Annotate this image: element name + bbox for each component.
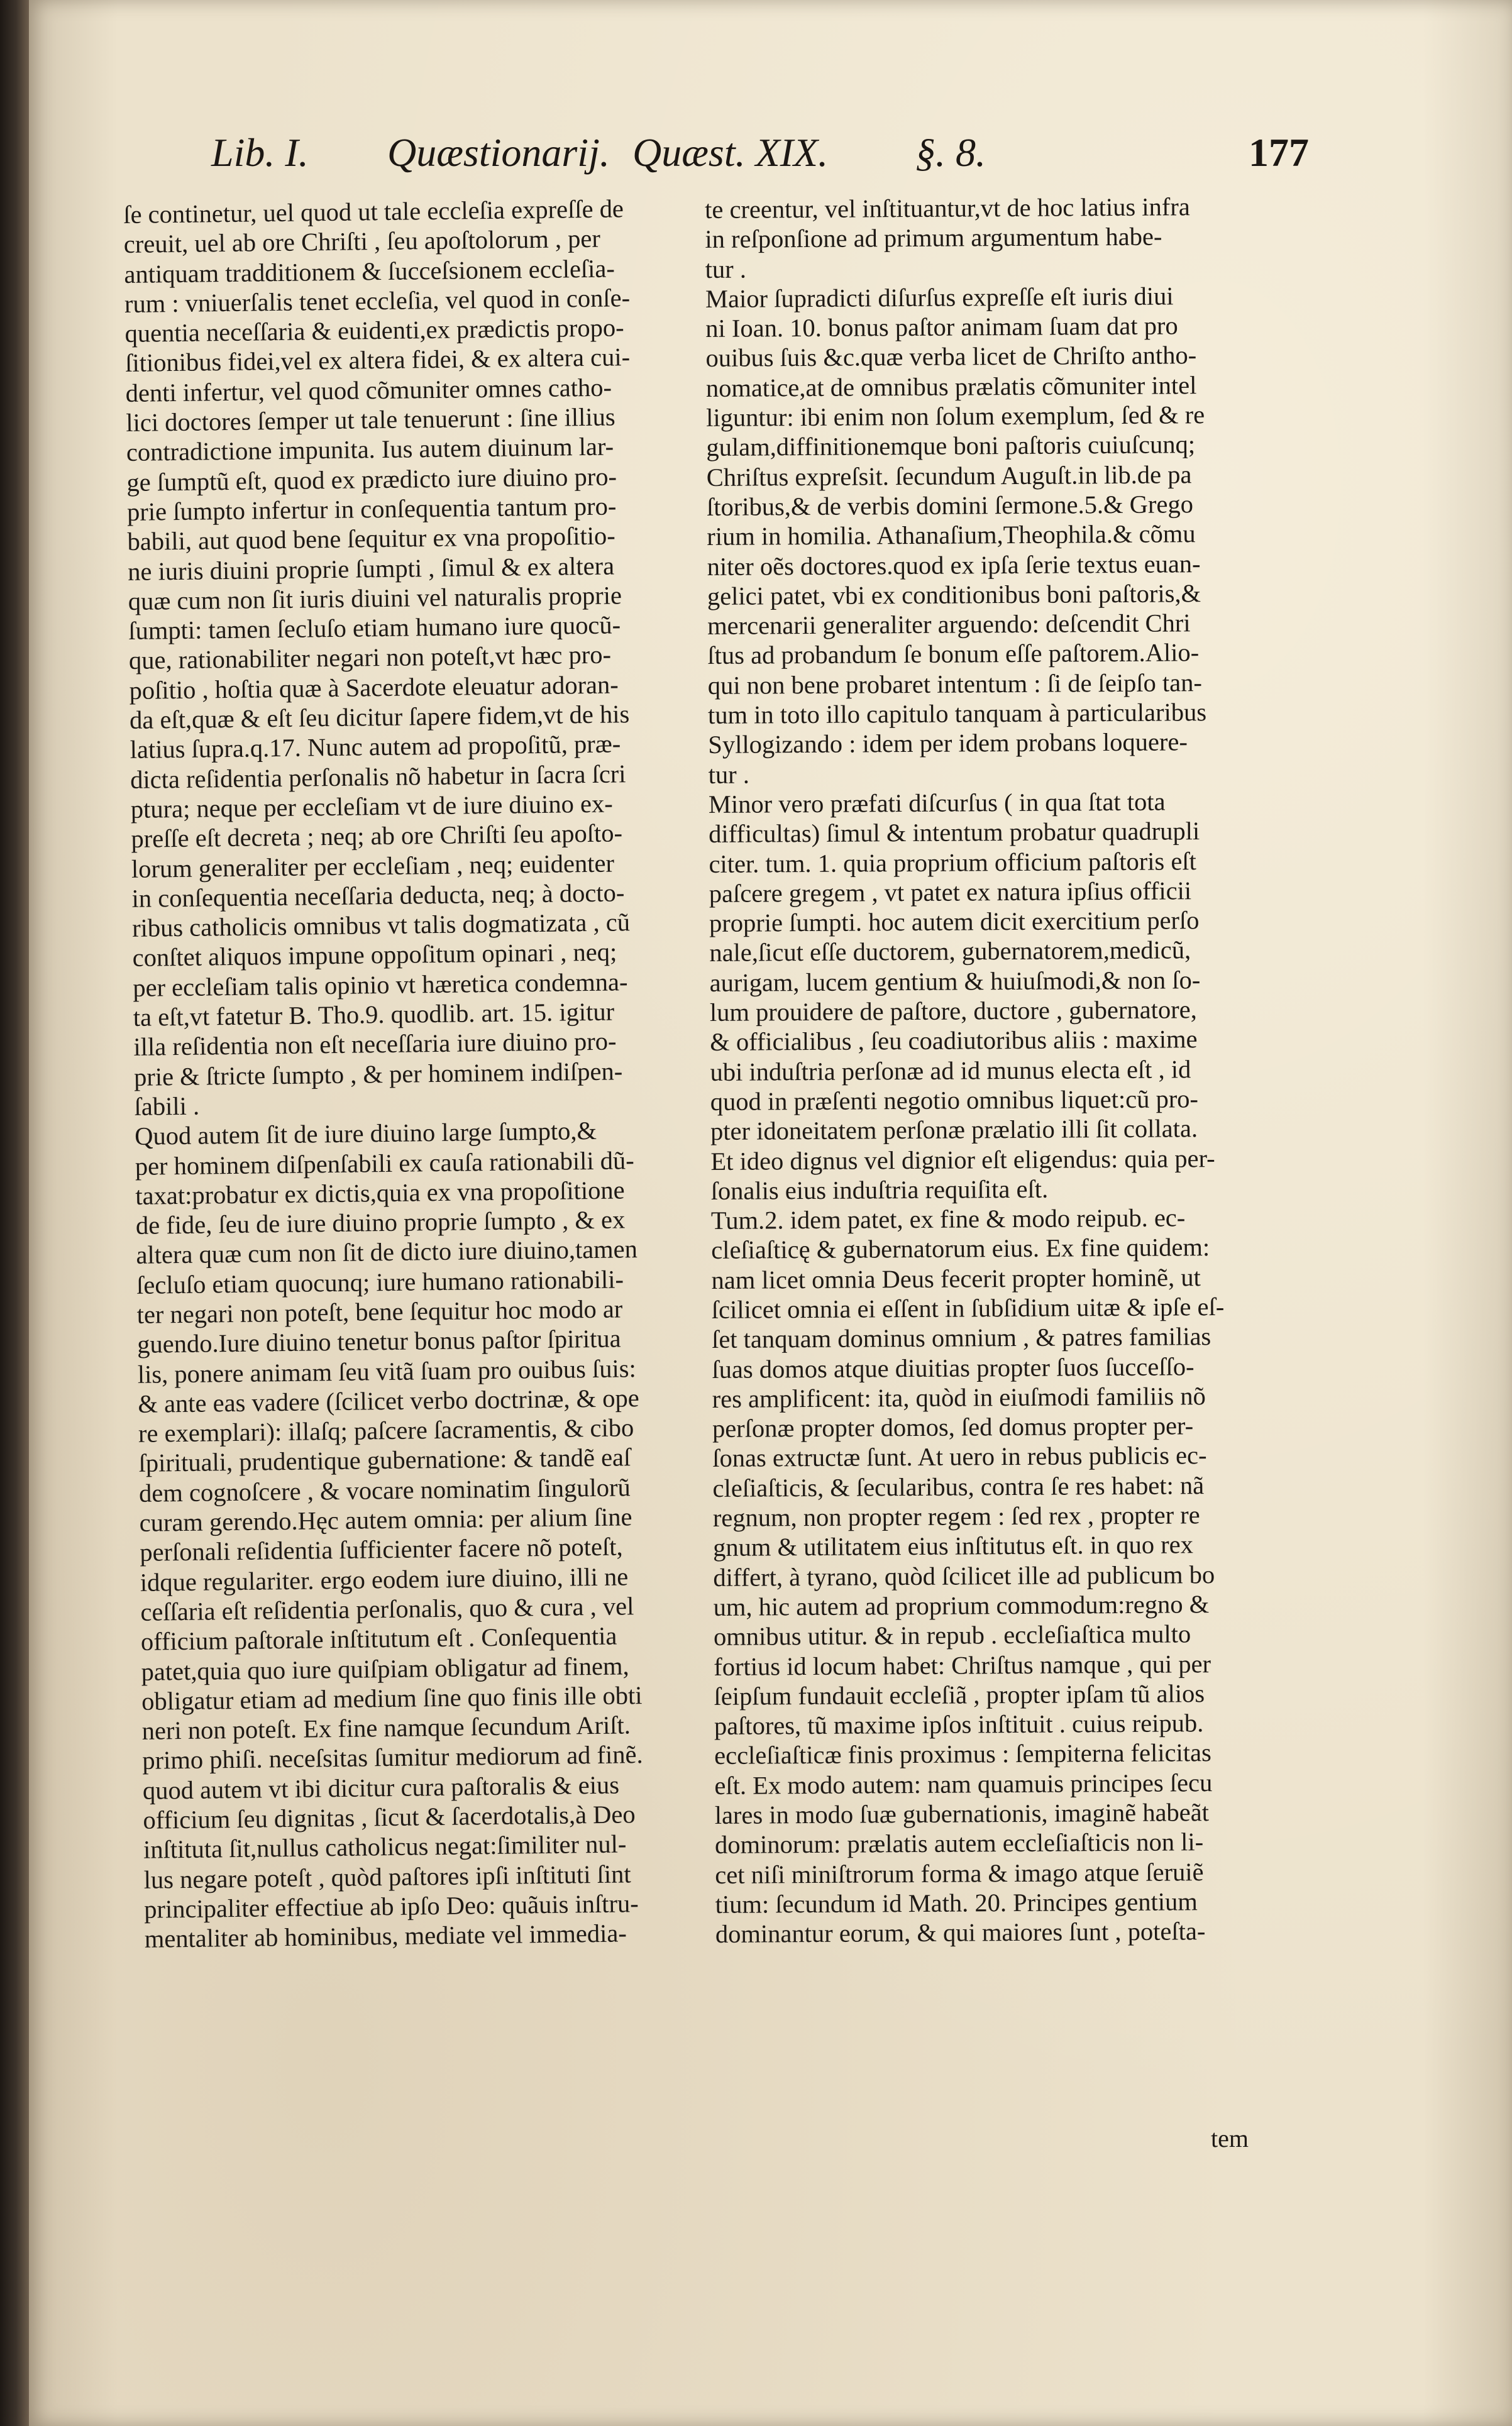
text-line: paſcere gregem , vt patet ex natura ipſius officii <box>709 876 1192 908</box>
text-line: babili, aut quod bene ſequitur ex vna propoſitio- <box>127 521 615 556</box>
text-line: ſuas domos atque diuitias propter ſuos ſucceſſo- <box>712 1352 1195 1384</box>
text-line: gelici patet, vbi ex conditionibus boni paſtoris,& <box>707 579 1201 610</box>
text-line: lis, ponere animam ſeu vitã ſuam pro ouibus ſuis: <box>137 1354 637 1389</box>
text-line: re exemplari): illaſq; paſcere ſacramentis, & cibo <box>138 1413 634 1448</box>
text-line: latius ſupra.q.17. Nunc autem ad propoſitũ, præ- <box>130 729 621 764</box>
text-line: regnum, non propter regem : ſed rex , propter re <box>712 1501 1200 1533</box>
text-line: inſtituta ſit,nullus catholicus negat:ſimiliter nul- <box>143 1829 627 1865</box>
text-line: in reſponſione ad primum argumentum habe- <box>705 222 1162 254</box>
page-number: 177 <box>1249 130 1309 175</box>
text-line: ni Ioan. 10. bonus paſtor animam ſuam dat pro <box>705 311 1178 343</box>
header-section-number: §. 8. <box>915 130 986 175</box>
text-line: cleſiaſticis, & ſecularibus, contra ſe res habet: nã <box>712 1470 1205 1502</box>
text-line: Syllogizando : idem per idem probans loquere- <box>708 727 1188 759</box>
text-line: um, hic autem ad proprium commodum:regno & <box>713 1590 1210 1621</box>
text-line: per eccleſiam talis opinio vt hæretica condemna- <box>133 968 628 1002</box>
text-line: illa reſidentia non eſt neceſſaria iure diuino pro- <box>133 1027 617 1062</box>
book-binding-edge <box>0 0 29 2426</box>
text-line: ubi induſtria perſonæ ad id munus electa eſt , id <box>710 1054 1191 1086</box>
text-line: lus negare poteſt , quòd paſtores ipſi inſtituti ſint <box>143 1859 631 1894</box>
text-line: Tum.2. idem patet, ex fine & modo reipub. ec- <box>710 1203 1186 1235</box>
text-line: aurigam, lucem gentium & huiuſmodi,& non ſo- <box>709 965 1201 997</box>
text-line: ſe continetur, uel quod ut tale eccleſia expreſſe de <box>123 194 624 229</box>
book-page <box>29 0 1512 2426</box>
text-line: ouibus ſuis &c.quæ verba licet de Chriſto antho- <box>705 341 1197 373</box>
text-line: lorum generaliter per eccleſiam , neq; euidenter <box>131 849 615 883</box>
running-header <box>211 124 1337 181</box>
text-line: neri non poteſt. Ex fine namque ſecundum Ariſt. <box>141 1711 631 1745</box>
text-line: tur . <box>708 760 750 789</box>
text-line: conſtet aliquos impune oppoſitum opinari , neq; <box>132 937 617 973</box>
text-line: dem cognoſcere , & vocare nominatim ſingulorũ <box>138 1473 631 1508</box>
text-line: obligatur etiam ad medium ſine quo finis ille obti <box>141 1680 643 1716</box>
text-line: Minor vero præfati diſcurſus ( in qua ſtat tota <box>708 787 1166 819</box>
text-line: preſſe eſt decreta ; neq; ab ore Chriſti ſeu apoſto- <box>131 819 623 854</box>
text-line: Chriſtus expreſsit. ſecundum Auguſt.in lib.de pa <box>706 460 1192 492</box>
catchword: tem <box>1211 2124 1249 2153</box>
text-line: ſcilicet omnia ei eſſent in ſubſidium uitæ & ipſe eſ- <box>711 1292 1225 1324</box>
text-line: Et ideo dignus vel dignior eſt eligendus: quia per- <box>710 1144 1215 1176</box>
text-line: cleſiaſticę & gubernatorum eius. Ex fine quidem: <box>711 1233 1210 1265</box>
text-line: poſitio , hoſtia quæ à Sacerdote eleuatur adoran- <box>129 670 619 705</box>
text-line: ſpirituali, prudentique gubernatione: & tandẽ eaſ <box>138 1443 631 1478</box>
text-line: quæ cum non ſit iuris diuini vel naturalis proprie <box>128 581 622 615</box>
text-line: tum in toto illo capitulo tanquam à particularibus <box>707 698 1207 730</box>
text-line: prie ſumpto infertur in conſequentia tantum pro- <box>126 492 617 526</box>
text-line: que, rationabiliter negari non poteſt,vt hæc pro- <box>128 641 612 675</box>
text-line: eccleſiaſticæ finis proximus : ſempiterna felicitas <box>714 1738 1211 1770</box>
text-line: ſabili . <box>134 1091 200 1121</box>
text-line: dominorum: prælatis autem eccleſiaſticis non li- <box>714 1828 1204 1860</box>
text-line: da eſt,quæ & eſt ſeu dicitur ſapere fidem,vt de his <box>129 700 630 734</box>
text-line: difficultas) ſimul & intentum probatur quadrupli <box>709 817 1200 849</box>
text-line: lici doctores ſemper ut tale tenuerunt : ſine illius <box>126 402 615 438</box>
text-line: altera quæ cum non ſit de dicto iure diuino,tamen <box>136 1235 638 1270</box>
text-line: nomatice,at de omnibus prælatis cõmuniter intel <box>705 371 1197 402</box>
text-line: lum prouidere de paſtore, ductore , gubernatore, <box>709 995 1197 1027</box>
text-line: tur . <box>705 255 747 284</box>
text-line: lares in modo ſuæ gubernationis, imaginẽ habeãt <box>714 1798 1210 1829</box>
text-line: Maior ſupradicti diſurſus expreſſe eſt iuris diui <box>705 282 1174 313</box>
text-line: contradictione impunita. Ius autem diuinum lar- <box>126 432 614 467</box>
text-line: taxat:probatur ex dictis,quia ex vna propoſitione <box>135 1176 625 1210</box>
text-line: niter oẽs doctores.quod ex ipſa ſerie textus euan- <box>707 549 1201 581</box>
text-line: ceſſaria eſt reſidentia perſonalis, quo & cura , vel <box>140 1592 634 1626</box>
text-line: citer. tum. 1. quia proprium officium paſtoris eſt <box>709 846 1196 878</box>
text-line: officium ſeu dignitas , ſicut & ſacerdotalis,à Deo <box>143 1800 636 1834</box>
text-line: ge ſumptũ eſt, quod ex prædicto iure diuino pro- <box>126 462 617 497</box>
text-line: ſtoribus,& de verbis domini ſermone.5.& Grego <box>706 490 1194 521</box>
left-text-column <box>123 193 698 1954</box>
text-line: omnibus utitur. & in repub . eccleſiaſtica multo <box>713 1619 1191 1651</box>
header-work-title: Quæstionarij. <box>387 130 610 175</box>
text-line: ne iuris diuini proprie ſumpti , ſimul & ex altera <box>127 551 615 586</box>
text-line: ptura; neque per eccleſiam vt de iure diuino ex- <box>130 789 613 824</box>
text-line: gnum & utilitatem eius inſtitutus eſt. in quo rex <box>713 1530 1194 1562</box>
text-line: nale,ſicut eſſe ductorem, gubernatorem,medicũ, <box>709 935 1191 968</box>
text-line: res amplificent: ita, quòd in eiuſmodi familiis nõ <box>712 1382 1206 1413</box>
text-line: tium: ſecundum id Math. 20. Principes gentium <box>715 1887 1198 1919</box>
text-line: gulam,diffinitionemque boni paſtoris cuiuſcunq; <box>706 430 1196 462</box>
text-line: liguntur: ibi enim non ſolum exemplum, ſed & re <box>706 400 1205 433</box>
text-line: ribus catholicis omnibus vt talis dogmatizata , cũ <box>131 908 631 943</box>
text-line: patet,quia quo iure quiſpiam obligatur ad finem, <box>141 1651 629 1686</box>
text-line: & officialibus , ſeu coadiutoribus aliis : maxime <box>710 1025 1198 1057</box>
header-book-number: Lib. I. <box>211 130 309 175</box>
text-line: ſet tanquam dominus omnium , & patres familias <box>711 1322 1211 1354</box>
text-line: dicta reſidentia perſonalis nõ habetur in ſacra ſcri <box>130 759 626 794</box>
text-line: ſtus ad probandum ſe bonum eſſe paſtorem.Alio- <box>707 638 1200 670</box>
text-line: ter negari non poteſt, bene ſequitur hoc modo ar <box>136 1294 623 1329</box>
text-line: rum : vniuerſalis tenet eccleſia, vel quod in conſe- <box>124 284 631 318</box>
text-line: eſt. Ex modo autem: nam quamuis principes ſecu <box>714 1768 1213 1800</box>
text-line: perſonæ propter domos, ſed domus propter per- <box>712 1411 1194 1443</box>
text-line: ta eſt,vt fatetur B. Tho.9. quodlib. art. 15. igitur <box>133 997 615 1032</box>
header-question-number: Quæst. XIX. <box>632 130 829 175</box>
text-line: & ante eas vadere (ſcilicet verbo doctrinæ, & ope <box>138 1383 639 1418</box>
text-line: per hominem diſpenſabili ex cauſa rationabili dũ- <box>135 1145 635 1181</box>
text-line: pter idoneitatem perſonæ prælatio illi ſit collata. <box>710 1114 1198 1146</box>
text-line: quod autem vt ibi dicitur cura paſtoralis & eius <box>142 1770 620 1805</box>
text-line: ſonalis eius induſtria requiſita eſt. <box>710 1174 1049 1205</box>
text-line: differt, à tyrano, quòd ſcilicet ille ad publicum bo <box>713 1560 1215 1592</box>
text-line: antiquam tradditionem & ſucceſsionem eccleſia- <box>124 254 615 289</box>
text-line: officium paſtorale inſtitutum eſt . Conſequentia <box>140 1621 617 1657</box>
text-line: ſumpti: tamen ſecluſo etiam humano iure quocũ- <box>128 610 621 646</box>
text-line: dominantur eorum, & qui maiores ſunt , poteſta- <box>715 1917 1206 1949</box>
text-line: mentaliter ab hominibus, mediate vel immedia- <box>144 1919 627 1954</box>
text-line: fortius id locum habet: Chriſtus namque , qui per <box>714 1649 1211 1681</box>
text-line: cet niſi miniſtrorum forma & imago atque ſeruiẽ <box>715 1857 1204 1889</box>
text-line: ſecluſo etiam quocunq; iure humano rationabili- <box>136 1265 624 1299</box>
text-line: creuit, uel ab ore Chriſti , ſeu apoſtolorum , per <box>123 224 601 259</box>
text-line: idque regulariter. ergo eodem iure diuino, illi ne <box>140 1562 629 1597</box>
text-line: de fide, ſeu de iure diuino proprie ſumpto , & ex <box>135 1205 626 1240</box>
text-line: guendo.Iure diuino tenetur bonus paſtor ſpiritua <box>136 1324 621 1359</box>
text-line: in conſequentia neceſſaria deducta, neq; à docto- <box>131 878 625 913</box>
text-line: perſonali reſidentia ſufficienter facere nõ poteſt, <box>140 1532 623 1567</box>
text-line: Quod autem ſit de iure diuino large ſumpto,& <box>134 1117 597 1151</box>
text-line: nam licet omnia Deus fecerit propter hominẽ, ut <box>711 1262 1201 1294</box>
text-line: ſeipſum fundauit eccleſiã , propter ipſam tũ alios <box>714 1679 1205 1711</box>
text-line: curam gerendo.Hęc autem omnia: per alium ſine <box>139 1502 632 1537</box>
text-line: quod in præſenti negotio omnibus liquet:cũ pro- <box>710 1084 1199 1116</box>
text-line: quentia neceſſaria & euidenti,ex prædictis propo- <box>124 313 624 348</box>
text-line: proprie ſumpti. hoc autem dicit exercitium perſo <box>709 906 1200 938</box>
text-line: mercenarii generaliter arguendo: deſcendit Chri <box>707 609 1191 641</box>
text-line: prie & ſtricte ſumpto , & per hominem indiſpen- <box>133 1057 623 1091</box>
text-line: qui non bene probaret intentum : ſi de ſeipſo tan- <box>707 668 1203 700</box>
text-line: primo phiſi. neceſsitas ſumitur mediorum ad finẽ. <box>142 1740 643 1775</box>
right-text-column <box>705 192 1269 1949</box>
text-line: denti infertur, vel quod cõmuniter omnes catho- <box>125 373 612 407</box>
text-line: rium in homilia. Athanaſium,Theophila.& cõmu <box>707 519 1196 551</box>
text-line: ſitionibus fidei,vel ex altera fidei, & ex altera cui- <box>124 343 631 378</box>
text-line: te creentur, vel inſtituantur,vt de hoc latius infra <box>705 192 1190 224</box>
text-line: principaliter effectiue ab ipſo Deo: quãuis inſtru- <box>143 1889 639 1924</box>
text-line: paſtores, tũ maxime ipſos inſtituit . cuius reipub. <box>714 1709 1204 1741</box>
text-line: ſonas extructæ ſunt. At uero in rebus publicis ec- <box>712 1441 1207 1473</box>
